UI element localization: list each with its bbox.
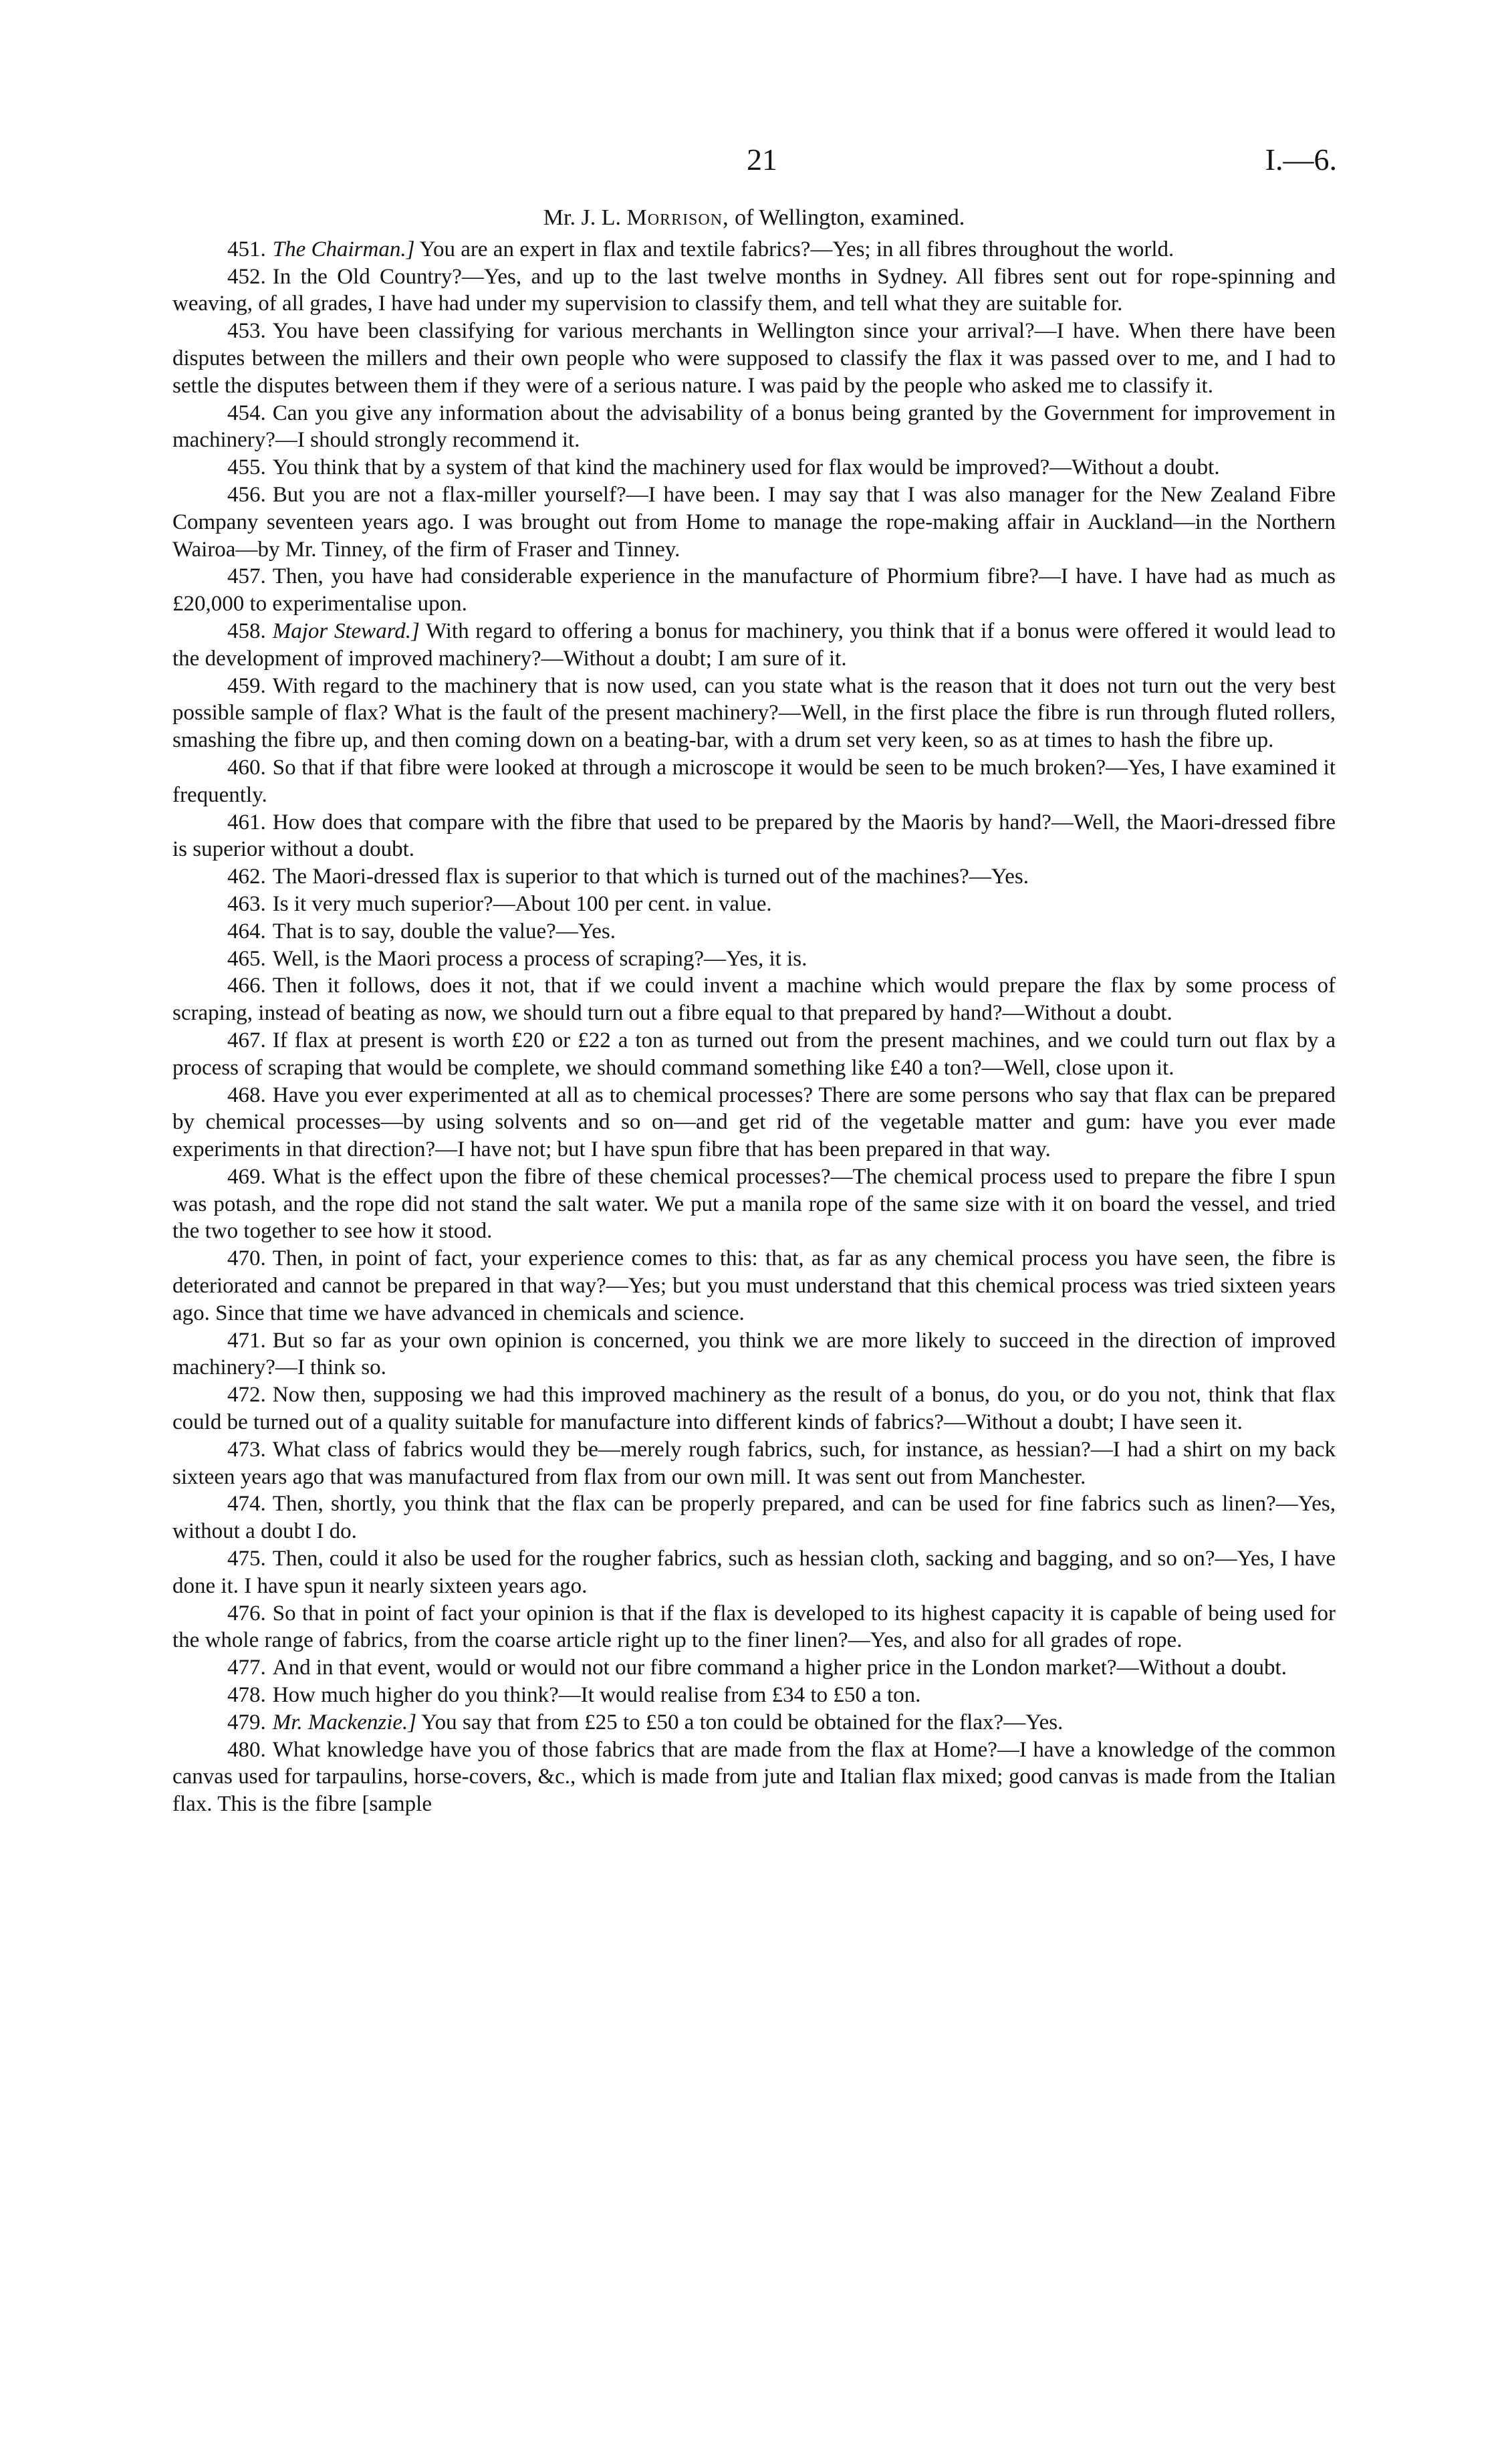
testimony-paragraph — [172, 1600, 1336, 1655]
testimony-paragraph — [172, 891, 1336, 918]
testimony-paragraph — [172, 1654, 1336, 1682]
question-number: 459. — [227, 673, 266, 698]
testimony-text: Have you ever experimented at all as to chemical processes? There are some persons who say that flax can be prepared by chemical processes—by using solvents and so on—and get rid of the vegetable matter and gum: have you ever made experiments in that direction?—I have not; but I have spun fibre that has been prepared in that way. — [172, 1083, 1336, 1162]
question-number: 452. — [227, 264, 266, 289]
testimony-text: You say that from £25 to £50 a ton could be obtained for the flax?—Yes. — [421, 1710, 1064, 1734]
testimony-text: With regard to offering a bonus for machinery, you think that if a bonus were offered it would lead to the development of improved machinery?—Without a doubt; I am sure of it. — [172, 619, 1336, 671]
question-number: 463. — [227, 891, 266, 916]
testimony-text: But you are not a flax-miller yourself?—I have been. I may say that I was also manager for the New Zealand Fibre Company seventeen years ago. I was brought out from Home to manage the rope-making affair in Auckland—in the Northern Wairoa—by Mr. Tinney, of the firm of Fraser and Tinney. — [172, 482, 1336, 562]
question-number: 455. — [227, 455, 266, 480]
testimony-paragraph — [172, 1381, 1336, 1436]
question-number: 470. — [227, 1246, 266, 1271]
testimony-paragraph — [172, 1490, 1336, 1545]
testimony-text: Then, shortly, you think that the flax can be properly prepared, and can be used for fine fabrics such as linen?—Yes, without a doubt I do. — [172, 1492, 1336, 1544]
testimony-text: If flax at present is worth £20 or £22 a ton as turned out from the present machines, and we could turn out flax by a process of scraping that would be complete, we should command something like £40 a ton?—Well, close upon it. — [172, 1028, 1336, 1080]
testimony-paragraph — [172, 945, 1336, 973]
testimony-text: So that if that fibre were looked at through a microscope it would be seen to be much broken?—Yes, I have examined it frequently. — [172, 755, 1336, 807]
question-number: 471. — [227, 1328, 266, 1353]
testimony-paragraph — [172, 563, 1336, 618]
testimony-text: You are an expert in flax and textile fabrics?—Yes; in all fibres throughout the world. — [419, 237, 1174, 261]
testimony-text: You have been classifying for various merchants in Wellington since your arrival?—I have. When there have been disputes between the millers and their own people who were supposed to classify the flax it was passed over to me, and I had to settle the disputes between them if they were of a serious nature. I was paid by the people who asked me to classify it. — [172, 319, 1336, 398]
question-number: 475. — [227, 1547, 266, 1571]
testimony-text: How does that compare with the fibre that used to be prepared by the Maoris by hand?—Well, the Maori-dressed fibre is superior without a doubt. — [172, 810, 1336, 862]
testimony-paragraph — [172, 1245, 1336, 1327]
question-number: 457. — [227, 564, 266, 589]
testimony-text: You think that by a system of that kind the machinery used for flax would be improved?—Without a doubt. — [272, 455, 1220, 480]
speaker-label: Mr. Mackenzie.] — [272, 1710, 417, 1734]
page-number: 21 — [747, 142, 777, 177]
testimony-paragraph — [172, 1027, 1336, 1082]
question-number: 474. — [227, 1492, 266, 1517]
testimony-text: The Maori-dressed flax is superior to that which is turned out of the machines?—Yes. — [272, 865, 1029, 889]
testimony-paragraphs — [172, 236, 1336, 1818]
question-number: 453. — [227, 319, 266, 344]
testimony-paragraph — [172, 1163, 1336, 1245]
testimony-text: Then, you have had considerable experience in the manufacture of Phormium fibre?—I have. I have had as much as £20,000 to experimentalise upon. — [172, 564, 1336, 617]
testimony-paragraph — [172, 236, 1336, 263]
question-number: 456. — [227, 482, 266, 507]
question-number: 465. — [227, 946, 266, 971]
testimony-paragraph — [172, 454, 1336, 481]
heading-surname: Morrison, — [626, 205, 729, 230]
question-number: 473. — [227, 1437, 266, 1462]
testimony-text: Then it follows, does it not, that if we could invent a machine which would prepare the flax by some process of scraping, instead of beating as now, we should turn out a fibre equal to that prepared by hand?—Without a doubt. — [172, 974, 1336, 1026]
testimony-paragraph — [172, 1682, 1336, 1709]
testimony-text: But so far as your own opinion is concerned, you think we are more likely to succeed in the direction of improved machinery?—I think so. — [172, 1328, 1336, 1380]
witness-heading — [172, 205, 1336, 232]
testimony-text: What is the effect upon the fibre of these chemical processes?—The chemical process used to prepare the fibre I spun was potash, and the rope did not stand the salt water. We put a manila rope of the same size with it on board the vessel, and tried the two together to see how it stood. — [172, 1164, 1336, 1244]
question-number: 477. — [227, 1656, 266, 1680]
question-number: 460. — [227, 755, 266, 780]
question-number: 478. — [227, 1683, 266, 1708]
question-number: 461. — [227, 810, 266, 834]
testimony-text: What knowledge have you of those fabrics that are made from the flax at Home?—I have a knowledge of the common canvas used for tarpaulins, horse-covers, &c., which is made from jute and Italian flax mixed; good canvas is made from the Italian flax. This is the fibre [sample — [172, 1737, 1336, 1817]
document-body — [172, 205, 1336, 1818]
heading-prefix: Mr. J. L. — [543, 205, 621, 230]
testimony-text: Is it very much superior?—About 100 per cent. in value. — [272, 891, 772, 916]
testimony-text: So that in point of fact your opinion is that if the flax is developed to its highest capacity it is capable of being used for the whole range of fabrics, from the coarse article right up to the finer linen?—Yes, and also for all grades of rope. — [172, 1601, 1336, 1653]
testimony-paragraph — [172, 918, 1336, 945]
question-number: 458. — [227, 619, 266, 643]
testimony-paragraph — [172, 263, 1336, 318]
testimony-paragraph — [172, 1327, 1336, 1382]
testimony-text: Then, could it also be used for the rougher fabrics, such as hessian cloth, sacking and bagging, and so on?—Yes, I have done it. I have spun it nearly sixteen years ago. — [172, 1547, 1336, 1598]
testimony-text: With regard to the machinery that is now used, can you state what is the reason that it does not turn out the very best possible sample of flax? What is the fault of the present machinery?—Well, in the first place the fibre is run through fluted rollers, smashing the fibre up, and then coming down on a beating-bar, with a drum set very keen, so as at times to hash the fibre up. — [172, 673, 1336, 753]
testimony-text: That is to say, double the value?—Yes. — [272, 919, 616, 943]
testimony-paragraph — [172, 1082, 1336, 1163]
testimony-paragraph — [172, 400, 1336, 455]
question-number: 466. — [227, 974, 266, 998]
heading-suffix: of Wellington, examined. — [735, 205, 965, 230]
testimony-paragraph — [172, 1545, 1336, 1600]
testimony-paragraph — [172, 481, 1336, 563]
question-number: 451. — [227, 237, 266, 261]
testimony-paragraph — [172, 1436, 1336, 1491]
question-number: 464. — [227, 919, 266, 943]
testimony-paragraph — [172, 1709, 1336, 1737]
testimony-paragraph — [172, 863, 1336, 891]
testimony-text: How much higher do you think?—It would realise from £34 to £50 a ton. — [272, 1683, 921, 1708]
question-number: 467. — [227, 1028, 266, 1052]
question-number: 454. — [227, 401, 266, 425]
testimony-text: Can you give any information about the advisability of a bonus being granted by the Government for improvement in machinery?—I should strongly recommend it. — [172, 401, 1336, 453]
testimony-paragraph — [172, 318, 1336, 399]
speaker-label: Major Steward.] — [272, 619, 420, 643]
testimony-paragraph — [172, 972, 1336, 1027]
testimony-paragraph — [172, 1737, 1336, 1818]
question-number: 468. — [227, 1083, 266, 1107]
testimony-text: Well, is the Maori process a process of scraping?—Yes, it is. — [272, 946, 807, 971]
question-number: 462. — [227, 865, 266, 889]
question-number: 476. — [227, 1601, 266, 1626]
question-number: 469. — [227, 1164, 266, 1189]
question-number: 479. — [227, 1710, 266, 1734]
testimony-text: And in that event, would or would not our fibre command a higher price in the London market?—Without a doubt. — [272, 1656, 1287, 1680]
testimony-paragraph — [172, 618, 1336, 673]
testimony-text: In the Old Country?—Yes, and up to the last twelve months in Sydney. All fibres sent out for rope-spinning and weaving, of all grades, I have had under my supervision to classify them, and tell what they are suitable for. — [172, 264, 1336, 316]
testimony-paragraph — [172, 754, 1336, 809]
document-reference: I.—6. — [1265, 142, 1337, 177]
testimony-paragraph — [172, 809, 1336, 864]
speaker-label: The Chairman.] — [272, 237, 415, 261]
testimony-text: Then, in point of fact, your experience comes to this: that, as far as any chemical process you have seen, the fibre is deteriorated and cannot be prepared in that way?—Yes; but you must understand that this chemical process was tried sixteen years ago. Since that time we have advanced in chemicals and science. — [172, 1246, 1336, 1325]
question-number: 480. — [227, 1737, 266, 1762]
testimony-paragraph — [172, 673, 1336, 754]
testimony-text: Now then, supposing we had this improved machinery as the result of a bonus, do you, or do you not, think that flax could be turned out of a quality suitable for manufacture into different kinds of fabrics?—Without a doubt; I have seen it. — [172, 1383, 1336, 1435]
question-number: 472. — [227, 1383, 266, 1408]
testimony-text: What class of fabrics would they be—merely rough fabrics, such, for instance, as hessian?—I had a shirt on my back sixteen years ago that was manufactured from flax from our own mill. It was sent out from Manchester. — [172, 1437, 1336, 1489]
